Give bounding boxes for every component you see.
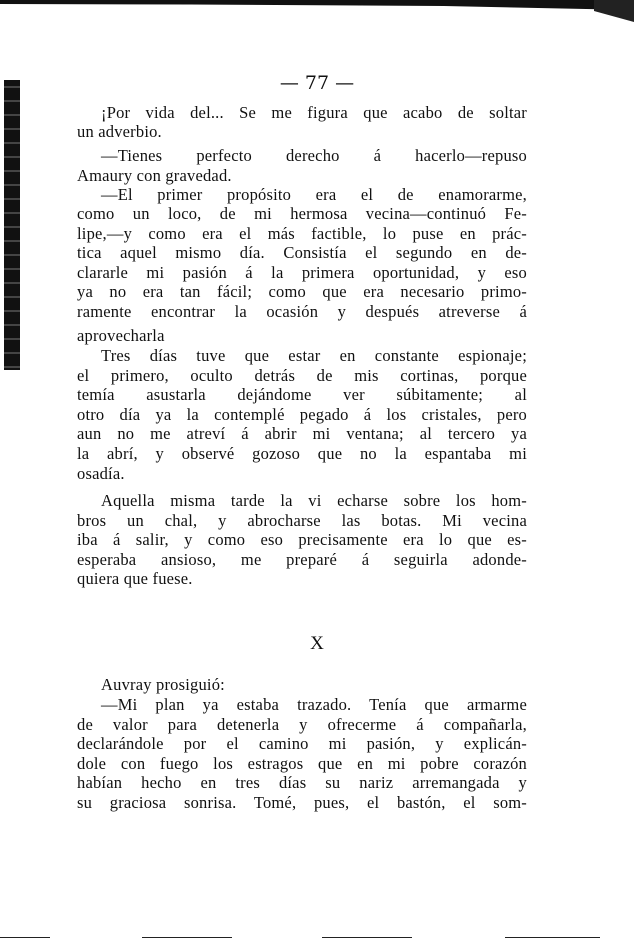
footer-rule — [322, 937, 412, 938]
text-line: —Mi plan ya estaba trazado. Tenía que armarme — [101, 695, 527, 714]
footer-rule — [142, 937, 232, 938]
text-line: iba á salir, y como eso precisamente era lo que es- — [77, 530, 527, 549]
text-line: ramente encontrar la ocasión y después atreverse á — [77, 302, 527, 321]
text-line: —El primer propósito era el de enamorarme, — [101, 185, 527, 204]
text-line: Amaury con gravedad. — [77, 166, 232, 185]
text-line: esperaba ansioso, me preparé á seguirla adonde- — [77, 550, 527, 569]
text-line: de valor para detenerla y ofrecerme á compañarla, — [77, 715, 527, 734]
text-line: temía asustarla dejándome ver súbitamente; al — [77, 385, 527, 404]
text-line: un adverbio. — [77, 122, 162, 141]
chapter-heading: X — [310, 633, 324, 654]
text-line: bros un chal, y abrocharse las botas. Mi vecina — [77, 511, 527, 530]
text-line: Aquella misma tarde la vi echarse sobre los hom- — [101, 491, 527, 510]
footer-rule — [0, 937, 50, 938]
text-line: osadía. — [77, 464, 125, 483]
footer-rule — [505, 937, 600, 938]
text-line: como un loco, de mi hermosa vecina—continuó Fe- — [77, 204, 527, 223]
text-line: aprovecharla — [77, 326, 165, 345]
text-line: lipe,—y como era el más factible, lo puse en prác- — [77, 224, 527, 243]
text-line: la abrí, y observé gozoso que no la espantaba mi — [77, 444, 527, 463]
scan-top-corner — [594, 0, 634, 22]
page-number: — 77 — — [279, 72, 355, 94]
text-line: dole con fuego los estragos que en mi pobre corazón — [77, 754, 527, 773]
text-line: ya no era tan fácil; como que era necesario primo- — [77, 282, 527, 301]
text-line: otro día ya la contemplé pegado á los cristales, pero — [77, 405, 527, 424]
scan-binding-edge — [4, 80, 20, 370]
text-line: clararle mi pasión á la primera oportunidad, y eso — [77, 263, 527, 282]
text-line: habían hecho en tres días su nariz arremangada y — [77, 773, 527, 792]
text-line: quiera que fuese. — [77, 569, 193, 588]
text-line: ¡Por vida del... Se me figura que acabo de soltar — [101, 103, 527, 122]
text-line: el primero, oculto detrás de mis cortinas, porque — [77, 366, 527, 385]
text-line: tica aquel mismo día. Consistía el segundo en de- — [77, 243, 527, 262]
text-line: aun no me atreví á abrir mi ventana; al tercero ya — [77, 424, 527, 443]
text-line: declarándole por el camino mi pasión, y explicán- — [77, 734, 527, 753]
scan-top-edge — [0, 0, 634, 10]
text-line: Tres días tuve que estar en constante espionaje; — [101, 346, 527, 365]
text-line: su graciosa sonrisa. Tomé, pues, el bastón, el som- — [77, 793, 527, 812]
text-line: Auvray prosiguió: — [101, 675, 225, 694]
text-line: —Tienes perfecto derecho á hacerlo—repuso — [101, 146, 527, 165]
